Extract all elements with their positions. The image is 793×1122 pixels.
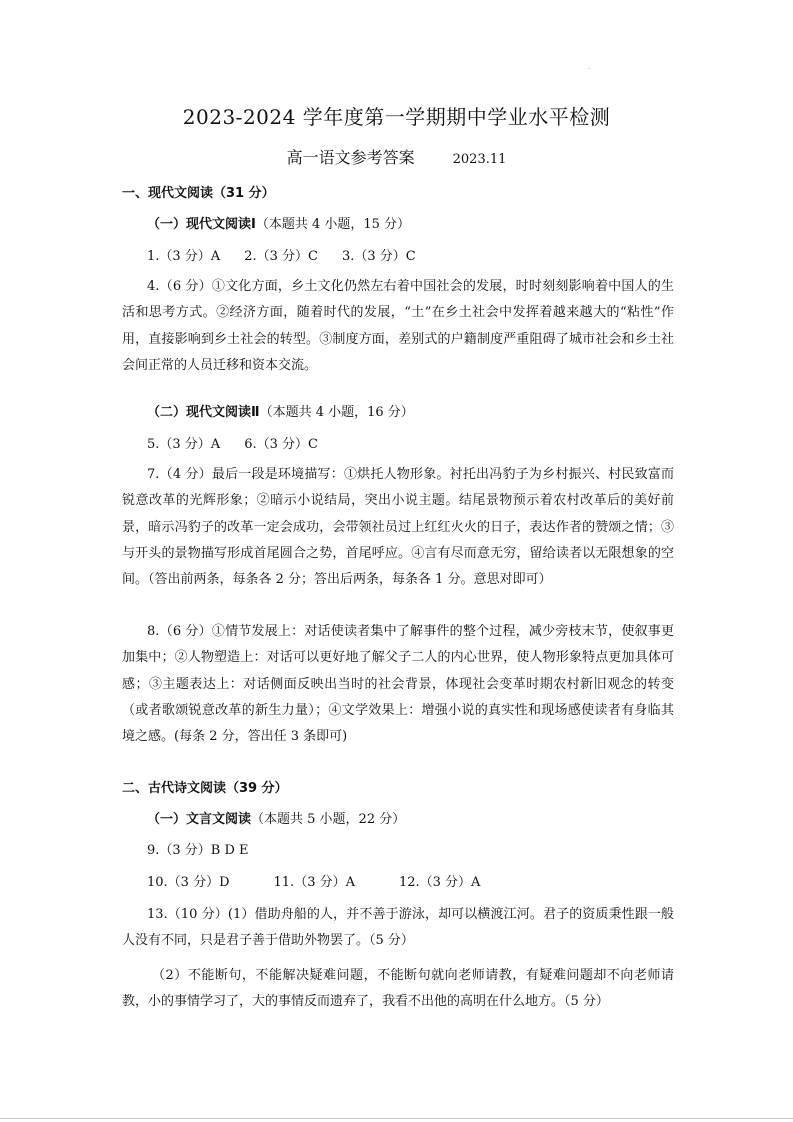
part2-heading: （二）现代文阅读Ⅱ <box>147 405 260 420</box>
part1-heading-line <box>147 217 410 233</box>
answer-9: 9.（3 分）B D E <box>147 843 249 858</box>
section2-part1-note: （本题共 5 小题，22 分） <box>251 812 406 827</box>
section1-heading: 一、现代文阅读（31 分） <box>122 186 275 201</box>
answers-1-3 <box>147 249 416 265</box>
answer-13-part2: （2）不能断句，不能解决疑难问题，不能断句就向老师请教，有疑难问题却不向老师请教，小的事情学习了，大的事情反而遗弃了，我看不出他的高明在什么地方。（5 分） <box>122 968 674 1010</box>
answer-3: 3.（3 分）C <box>341 249 416 264</box>
answer-11: 11.（3 分）A <box>273 875 355 890</box>
answers-10-12 <box>147 875 480 891</box>
answer-1: 1.（3 分）A <box>147 249 221 264</box>
answer-6: 6.（3 分）C <box>244 437 318 452</box>
page-speck: · <box>588 66 590 73</box>
page-subtitle <box>0 145 793 168</box>
answer-10: 10.（3 分）D <box>147 875 230 890</box>
answer-13-part1: 13.（10 分）(1）借助舟船的人，并不善于游泳，却可以横渡江河。君子的资质秉性跟一般人没有不同，只是君子善于借助外物罢了。（5 分） <box>122 907 674 949</box>
section2-heading: 二、古代诗文阅读（39 分） <box>122 781 288 796</box>
answer-7: 7.（4 分）最后一段是环境描写：①烘托人物形象。衬托出冯豹子为乡村振兴、村民致富而锐意改革的光辉形象；②暗示小说结局，突出小说主题。结尾景物预示着农村改革后的美好前景，暗示冯豹子的改革一定会成功，会带领社员过上红红火火的日子，表达作者的赞颂之情；③与开头的景物描写形成首尾圆合之势，首尾呼应。④言有尽而意无穷，留给读者以无限想象的空间。（答出前两条，每条各 2 分；答出后两条，每条各 1 分。意思对即可） <box>122 467 674 588</box>
part2-heading-line <box>147 405 414 421</box>
part1-note: （本题共 4 小题，15 分） <box>255 217 411 232</box>
subtitle-text: 高一语文参考答案 <box>286 148 415 167</box>
answer-8: 8.（6 分）①情节发展上：对话使读者集中了解事件的整个过程，减少旁枝末节，使叙事更加集中；②人物塑造上：对话可以更好地了解父子二人的内心世界，使人物形象特点更加具体可感；③主题表达上：对话侧面反映出当时的社会背景，体现社会变革时期农村新旧观念的转变（或者歌颂锐意改革的新生力量）；④文学效果上：增强小说的真实性和现场感使读者有身临其境之感。(每条 2 分，答出任 3 条即可) <box>122 624 674 745</box>
answer-12: 12.（3 分）A <box>398 875 481 890</box>
section2-part1-heading: （一）文言文阅读 <box>147 812 252 827</box>
answer-4: 4.（6 分）①文化方面，乡土文化仍然左右着中国社会的发展，时时刻刻影响着中国人的生活和思考方式。②经济方面，随着时代的发展，“土”在乡土社会中发挥着越来越大的“粘性”作用，直接影响到乡土社会的转型。③制度方面，差别式的户籍制度严重阻碍了城市社会和乡土社会间正常的人员迁移和资本交流。 <box>122 279 674 373</box>
answers-5-6 <box>147 437 318 453</box>
subtitle-date: 2023.11 <box>452 152 507 167</box>
section2-part1-heading-line <box>147 812 405 828</box>
page-title: 2023-2024 学年度第一学期期中学业水平检测 <box>182 105 611 129</box>
part2-note: （本题共 4 小题，16 分） <box>259 405 414 420</box>
answer-2: 2.（3 分）C <box>244 249 318 264</box>
answer-5: 5.（3 分）A <box>147 437 221 452</box>
part1-heading: （一）现代文阅读Ⅰ <box>147 217 256 232</box>
page-bottom-rule <box>0 1118 793 1119</box>
